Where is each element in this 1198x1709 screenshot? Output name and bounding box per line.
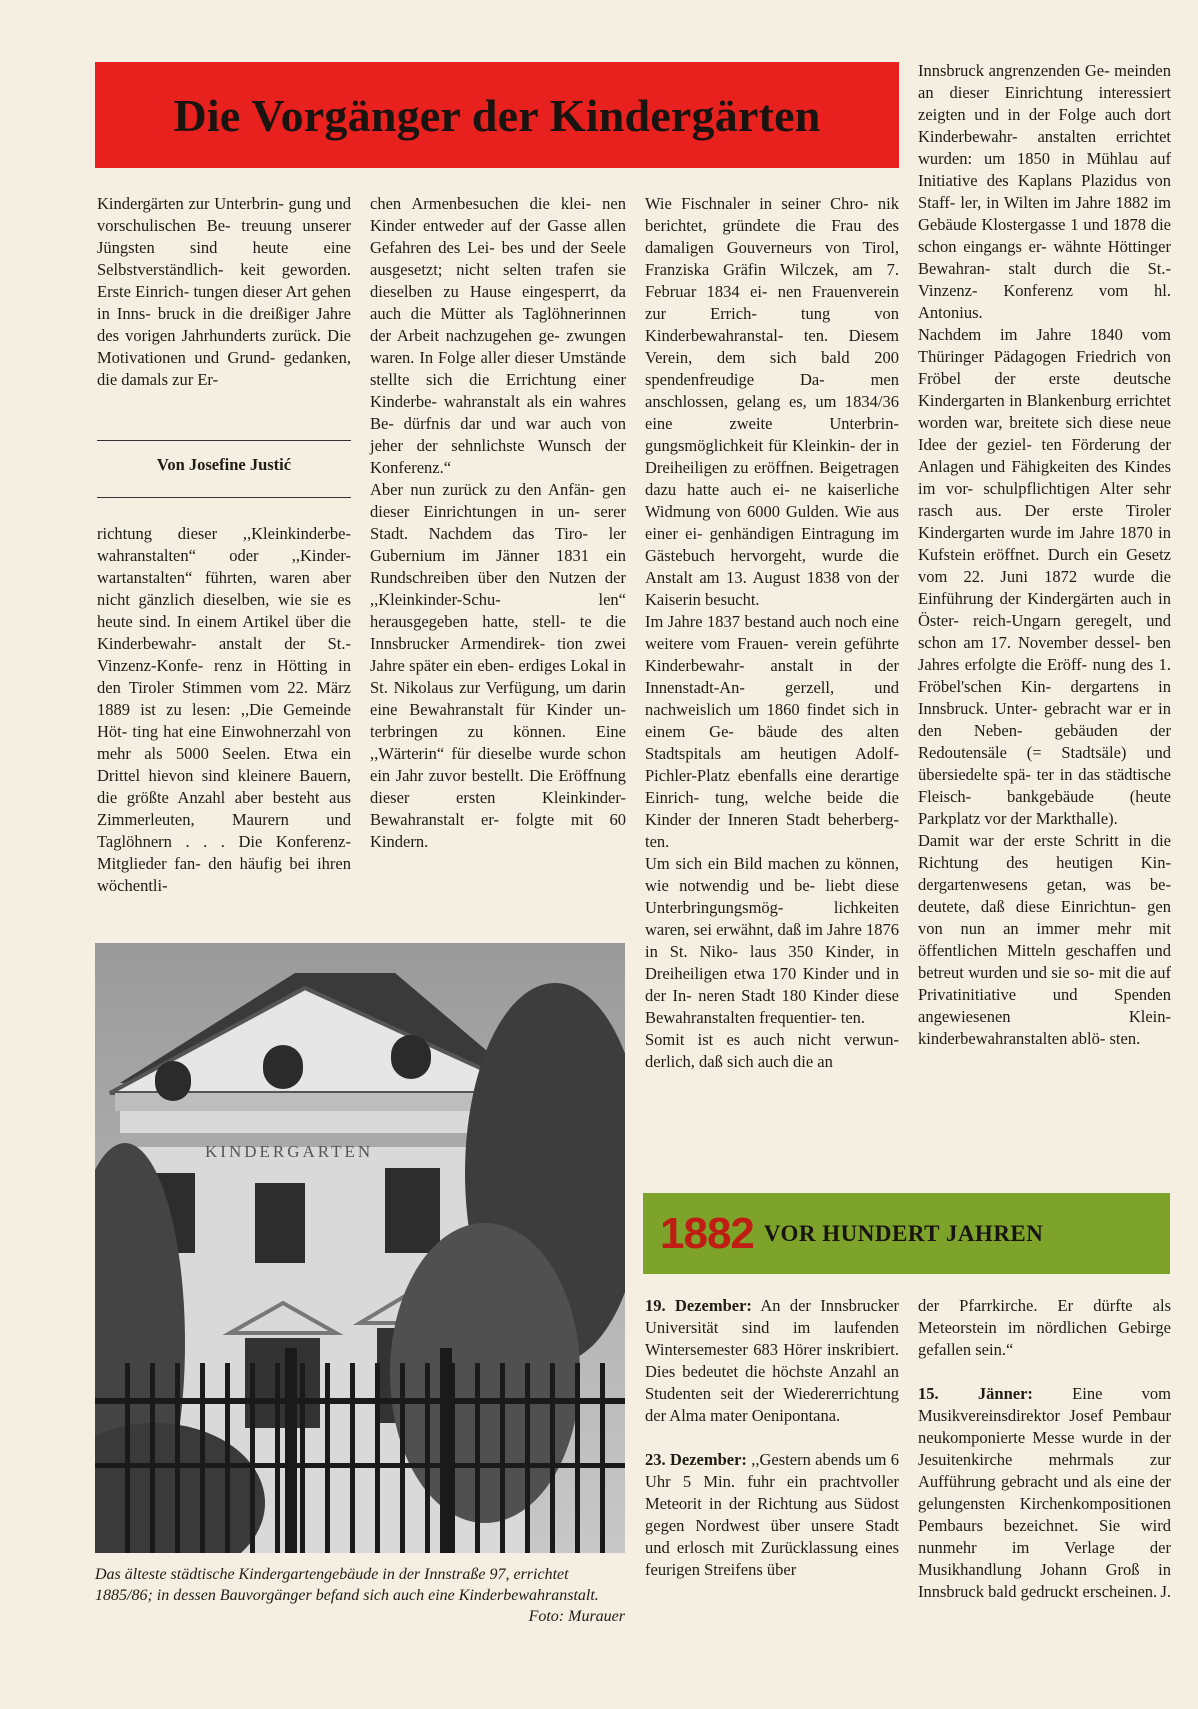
building-illustration — [95, 943, 625, 1553]
news-item — [918, 1383, 1171, 1603]
column-1-intro — [97, 193, 351, 391]
paragraph: Im Jahre 1837 bestand auch noch eine weitere vom Frauen- verein geführte Kinderbewahr- anstalt in der Innenstadt-An- gerzell, und nachweislich um 1860 findet sich in einem Ge- bäude des alten Stadtspitals am heutigen Adolf-Pichler-Platz ebenfalls eine derartige Einrich- tung, welche beide die Kinder der Inneren Stadt beherberg- ten. — [645, 612, 899, 851]
paragraph: Wie Fischnaler in seiner Chro- nik berichtet, gründete die Frau des damaligen Gouverneurs von Tirol, Franziska Gräfin Wilczek, am 7. Februar 1834 ei- nen Frauenverein zur Errich- tung von Kinderbewahranstal- ten. Diesem Verein, dem sich bald 200 spendenfreudige Da- men anschlossen, gelang es, um 1834/36 eine zweite Unterbrin- gungsmöglichkeit für Kleinkin- der in Dreiheiligen zu eröffnen. Beigetragen dazu hatte auch ei- ne kaiserliche Widmung von 6000 Gulden. Wie aus einer ei- genhändigen Eintragung im Gästebuch hervorgeht, wurde die Anstalt am 13. August 1838 von der Kaiserin besucht. — [645, 194, 899, 609]
news-text: An der Innsbrucker Universität sind im laufenden Wintersemester 683 Hörer inskribiert. Dies bedeutet die höchste Anzahl an Studenten seit der Wiedererrichtung der Alma mater Oenipontana. — [645, 1296, 900, 1425]
title-banner — [95, 62, 899, 168]
anniversary-banner — [643, 1193, 1170, 1274]
banner-year: 1882 — [660, 1208, 754, 1258]
paragraph: richtung dieser ,,Kleinkinderbe- wahranstalten“ oder ,,Kinder- wartanstalten“ führten, waren aber nicht gänzlich dieselben, wie sie es heute sind. In einem Artikel über die Kinderbewahr- anstalt der St.-Vinzenz-Konfe- renz in Hötting in den Tiroler Stimmen vom 22. März 1889 ist zu lesen: ,,Die Gemeinde Höt- ting hat eine Einwohnerzahl von mehr als 5000 Seelen. Etwa ein Drittel hievon sind kleinere Bauern, die größte Anzahl aber besteht aus Zimmerleuten, Maurern und Taglöhnern . . . Die Konferenz-Mitglieder fan- den häufig bei ihren wöchentli- — [97, 524, 351, 895]
news-column-2 — [918, 1295, 1171, 1625]
caption-text: Das älteste städtische Kindergartengebäude in der Innstraße 97, errichtet 1885/86; in dessen Bauvorgänger befand sich auch eine Kinderbewahranstalt. — [95, 1566, 599, 1604]
news-date: 15. Jänner: — [918, 1384, 1033, 1403]
paragraph: chen Armenbesuchen die klei- nen Kinder entweder auf der Gasse allen Gefahren des Lei- bes und der Seele ausgesetzt; nicht selten trafen sie dieselben zu Hause eingesperrt, da auch die Mütter als Taglöhnerinnen der Arbeit nachzugehen ge- zwungen waren. In Folge aller dieser Umstände stellte sich die Errichtung einer Kinderbe- wahranstalt als ein wahres Be- dürfnis dar und war auch von jeher der sehnlichste Wunsch der Konferenz.“ — [370, 194, 626, 477]
paragraph: Um sich ein Bild machen zu können, wie notwendig und be- liebt diese Unterbringungsmög- lichkeiten waren, sei erwähnt, daß im Jahre 1876 in St. Niko- laus 350 Kinder, in Dreiheiligen etwa 170 Kinder und in der In- neren Stadt 180 Kinder diese Bewahranstalten frequentier- ten. — [645, 854, 899, 1027]
divider-top — [97, 440, 351, 441]
photo-caption — [95, 1564, 625, 1627]
news-text: ,,Gestern abends um 6 Uhr 5 Min. fuhr ein prachtvoller Meteorit in der Richtung aus Südost gegen Nordwest über unsere Stadt und erlosch mit Zurücklassung eines feurigen Streifens über — [645, 1450, 900, 1579]
paragraph: Nachdem im Jahre 1840 vom Thüringer Pädagogen Friedrich von Fröbel der erste deutsche Kindergarten in Blankenburg errichtet worden war, breitete sich diese neue Idee der geziel- ten Förderung der Anlagen und Fähigkeiten des Kindes im vor- schulpflichtigen Alter sehr rasch aus. Der erste Tiroler Kindergarten wurde im Jahre 1870 in Kufstein eröffnet. Durch ein Gesetz vom 22. Juni 1872 wurde die Einführung der Kindergärten auch in Öster- reich-Ungarn geregelt, und schon am 17. November dessel- ben Jahres erfolgte die Eröff- nung des 1. Fröbel'schen Kin- dergartens in Innsbruck. Unter- gebracht war er in den Neben- gebäuden der Redoutensäle (= Stadtsäle) und übersiedelte spä- ter in das städtische Fleisch- bankgebäude (heute Parkplatz vor der Markthalle). — [918, 325, 1171, 828]
photo-credit: Foto: Murauer — [528, 1608, 625, 1625]
news-item — [645, 1449, 899, 1581]
facade-sign: KINDERGARTEN — [205, 1142, 374, 1161]
news-item-continued: der Pfarrkirche. Er dürfte als Meteorstein im nördlichen Gebirge gefallen sein.“ — [918, 1296, 1171, 1359]
divider-bottom — [97, 497, 351, 498]
paragraph: Somit ist es auch nicht verwun- derlich, daß sich auch die an — [645, 1030, 899, 1071]
paragraph: Damit war der erste Schritt in die Richtung des heutigen Kin- dergartenwesens getan, was be- deutete, daß diese Einrichtun- gen von nun an immer mehr mit öffentlichen Mitteln geschaffen und betreut wurden und sie so- mit die auf Privatinitiative und Spenden angewiesenen Klein- kinderbewahranstalten ablö- sten. — [918, 831, 1171, 1048]
column-4 — [918, 60, 1171, 1050]
column-2 — [370, 193, 626, 853]
column-3 — [645, 193, 899, 1073]
kindergarten-building-photo — [95, 943, 625, 1553]
news-date: 23. Dezember: — [645, 1450, 747, 1469]
paragraph: Innsbruck angrenzenden Ge- meinden an dieser Einrichtung interessiert zeigten und in der Folge auch dort Kinderbewahr- anstalten errichtet wurden: um 1850 in Mühlau auf Initiative des Kaplans Plazidus von Staff- ler, in Wilten im Jahre 1882 im Gebäude Klostergasse 1 und 1878 die schon eingangs er- wähnte Höttinger Bewahran- stalt durch die St.-Vinzenz- Konferenz vom hl. Antonius. — [918, 61, 1171, 322]
news-item — [645, 1295, 899, 1427]
news-date: 19. Dezember: — [645, 1296, 752, 1315]
author-signature: J. — [1160, 1582, 1171, 1601]
article-title: Die Vorgänger der Kindergärten — [173, 89, 821, 141]
news-column-1 — [645, 1295, 899, 1603]
column-1-continued — [97, 523, 351, 897]
paragraph: Aber nun zurück zu den Anfän- gen dieser Einrichtungen in un- serer Stadt. Nachdem das Tiro- ler Gubernium im Jänner 1831 ein Rundschreiben über den Nutzen der ,,Kleinkinder-Schu- len“ herausgegeben hatte, stell- te die Innsbrucker Armendirek- tion zwei Jahre später ein eben- erdiges Lokal in St. Nikolaus zur Verfügung, um darin eine Bewahranstalt für Kinder un- terbringen zu können. Eine ,,Wärterin“ für dieselbe wurde schon ein Jahr zuvor bestellt. Die Eröffnung dieser ersten Kleinkinder-Bewahranstalt er- folgte mit 60 Kindern. — [370, 480, 626, 851]
paragraph: Kindergärten zur Unterbrin- gung und vorschulischen Be- treuung unserer Jüngsten sind heute eine Selbstverständlich- keit geworden. Erste Einrich- tungen dieser Art gehen in Inns- bruck in die dreißiger Jahre des vorigen Jahrhunderts zurück. Die Motivationen und Grund- gedanken, die damals zur Er- — [97, 194, 351, 389]
news-text: Eine vom Musikvereinsdirektor Josef Pembaur neukomponierte Messe wurde in der Jesuitenkirche mehrmals zur Aufführung gebracht und als eine der gelungensten Kirchenkompositionen Pembaurs bezeichnet. Sie wird nunmehr im Verlage der Musikhandlung Johann Groß in Innsbruck bald gedruckt erscheinen. — [918, 1384, 1171, 1601]
author-byline: Von Josefine Justić — [156, 455, 292, 474]
banner-label: VOR HUNDERT JAHREN — [763, 1220, 1044, 1246]
